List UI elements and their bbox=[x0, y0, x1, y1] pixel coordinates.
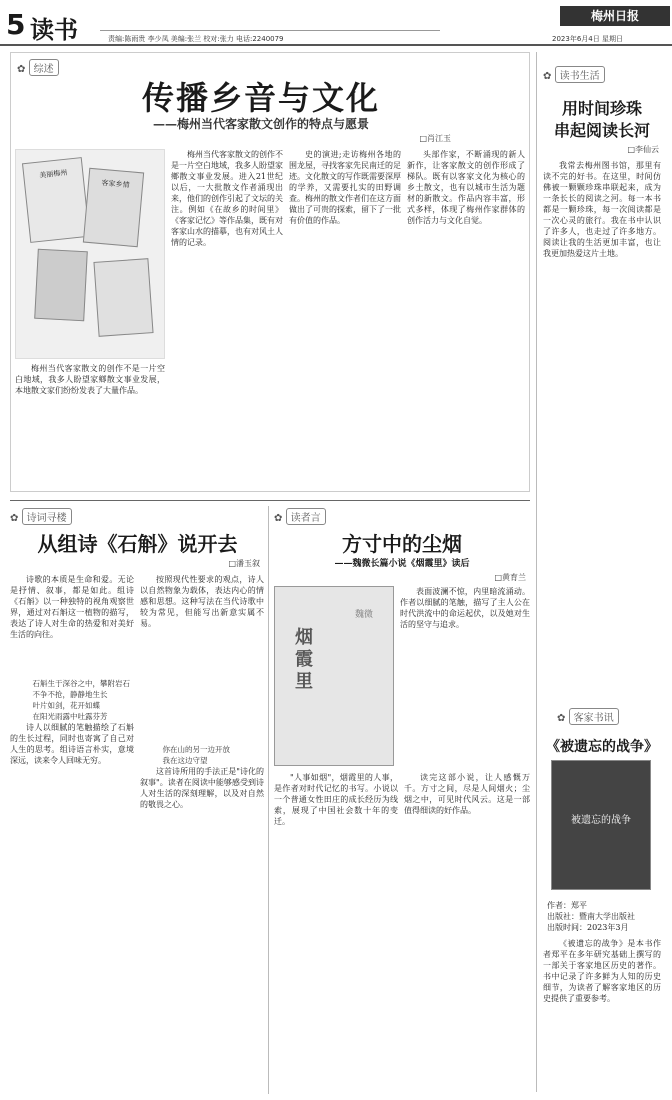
left-story bbox=[10, 506, 265, 1094]
right-title-line1: 用时间珍珠 bbox=[561, 99, 642, 118]
right-author: □李仙云 bbox=[627, 145, 659, 154]
left-story-author: □潘玉叙 bbox=[228, 559, 260, 568]
right-title-line2: 串起阅读长河 bbox=[553, 121, 650, 140]
poem-line: 不争不抢，静静地生长 bbox=[32, 690, 108, 699]
novel-cover bbox=[274, 586, 394, 766]
book-news-meta bbox=[547, 900, 635, 933]
editor-info: 责编:陈雨贵 李少凤 美编:张兰 校对:张力 电话:2240079 bbox=[108, 35, 284, 43]
mid-story bbox=[274, 506, 530, 1094]
section-divider bbox=[10, 500, 530, 501]
top-story-author: □肖江玉 bbox=[419, 134, 451, 143]
leaf-icon: ✿ bbox=[543, 71, 552, 82]
book-cover-1: 美丽梅州 bbox=[22, 157, 90, 243]
left-paragraph-3: 按照现代性要求的观点，诗人以自然物象为载体，表达内心的情感和思想。这种写法在当代诗歌中较为常见，但能写出新意实属不易。 bbox=[140, 575, 264, 628]
right-column-tag: ✿ 读书生活 bbox=[543, 66, 605, 83]
mid-story-author: □黄育兰 bbox=[494, 573, 526, 582]
mid-paragraph-2: "人事如烟"，烟霞里的人事，是作者对时代记忆的书写。小说以一个普通女性田庄的成长经历为线索，展现了中国社会数十年的变迁。 bbox=[274, 773, 398, 826]
book-news-date: 出版时间：2023年3月 bbox=[547, 923, 629, 932]
book-news-tag: ✿ 客家书讯 bbox=[557, 708, 619, 725]
mid-story-title: 方寸中的尘烟 bbox=[342, 532, 462, 556]
top-story-title: 传播乡音与文化 bbox=[141, 79, 380, 117]
leaf-icon: ✿ bbox=[557, 713, 566, 724]
book-cover-4 bbox=[93, 258, 153, 337]
right-column bbox=[536, 52, 666, 1092]
issue-date: 2023年6月4日 星期日 bbox=[552, 35, 623, 43]
left-paragraph-1: 诗歌的本质是生命和爱。无论是抒情、叙事，都是如此。组诗《石斛》以一种独特的视角观察世界，通过对石斛这一植物的描写，表达了诗人对生命的热爱和对美好生活的向往。 bbox=[10, 575, 134, 639]
book-photo bbox=[15, 149, 165, 359]
top-story-tag: ✿ 综述 bbox=[17, 59, 59, 76]
novel-cover-author: 魏微 bbox=[355, 610, 374, 620]
photo-caption: 梅州当代客家散文的创作不是一片空白地域，我多人盼望家鄉散文事业发展，本地散文家们纷纷发表了大量作品。 bbox=[15, 364, 165, 395]
left-story-title: 从组诗《石斛》说开去 bbox=[37, 532, 238, 556]
poem-line: 叶片如剑，花开如蝶 bbox=[32, 701, 100, 710]
poem-line: 我在这边守望 bbox=[162, 756, 208, 765]
mid-story-subtitle: ——魏微长篇小说《烟霞里》读后 bbox=[334, 559, 470, 569]
page-number: 5 bbox=[6, 8, 26, 41]
mid-paragraph-1: 表面波澜不惊，内里暗流涌动。作者以细腻的笔触，描写了主人公在时代洪流中的命运起伏，以及她对生活的坚守与追求。 bbox=[400, 587, 530, 629]
book-news-intro: 《被遗忘的战争》是本书作者郑平在多年研究基础上撰写的一部关于客家地区历史的著作。书中记录了许多鲜为人知的历史细节，为读者了解客家地区的历史提供了重要参考。 bbox=[543, 939, 661, 1003]
left-col-b bbox=[140, 574, 264, 1092]
column-divider bbox=[268, 506, 269, 1094]
poem-line: 石斛生于深谷之中，攀附岩石 bbox=[32, 679, 130, 688]
left-paragraph-4: 这首诗所用的手法正是"诗化的叙事"。读者在阅读中能够感受到诗人对生活的深刻理解，以及对自然的敬畏之心。 bbox=[140, 767, 264, 809]
book-cover-3 bbox=[34, 249, 88, 322]
poem-line: 你在山的另一边开放 bbox=[162, 745, 230, 754]
leaf-icon: ✿ bbox=[17, 64, 26, 75]
left-story-tag: ✿ 诗词寻楼 bbox=[10, 508, 72, 525]
newspaper-logo: 梅州日报 bbox=[560, 6, 670, 26]
mid-paragraph-3: 读完这部小说，让人感慨万千。方寸之间，尽是人间烟火；尘烟之中，可见时代风云。这是一部值得细读的好作品。 bbox=[404, 773, 530, 815]
left-col-a bbox=[10, 574, 134, 1092]
novel-cover-title: 烟霞里 bbox=[295, 627, 313, 692]
left-paragraph-2: 诗人以细腻的笔触描绘了石斛的生长过程，同时也寄寓了自己对人生的思考。组诗语言朴实，意境深远，读来令人回味无穷。 bbox=[10, 723, 134, 765]
book-news-cover: 被遗忘的战争 bbox=[551, 760, 651, 890]
poem-line: 在阳光雨露中吐露芬芳 bbox=[32, 712, 108, 721]
top-story-subtitle: ——梅州当代客家散文创作的特点与愿景 bbox=[152, 117, 369, 131]
book-news-author: 作者：郑平 bbox=[547, 901, 587, 910]
mid-story-tag: ✿ 读者言 bbox=[274, 508, 326, 525]
top-story-col-1: 梅州当代客家散文的创作不是一片空白地域，我多人盼望家鄉散文事业发展。进入21世纪以后，一大批散文作者涌现出来，他们的创作引起了文坛的关注。例如《在故乡的时间里》《客家记忆》等作品集，既有对客家山水的描摹，也有对风土人情的记录。 bbox=[171, 150, 283, 247]
top-story-col-2: 史的演进;走访梅州各地的围龙屋，寻找客家先民南迁的足迹。文化散文的写作既需要深厚的学养，又需要扎实的田野调查。梅州的散文作者们在这方面做出了可贵的探索，留下了一批有价值的作品。 bbox=[289, 150, 401, 225]
right-body: 我常去梅州图书馆，那里有读不完的好书。在这里，时间仿佛被一颗颗珍珠串联起来，成为一条长长的阅读之河。每一本书都是一颗珍珠，每一次阅读都是一次心灵的旅行。我在书中认识了许多人，也走过了许多地方。阅读让我的生活更加丰富，也让我更加热爱这片土地。 bbox=[543, 161, 661, 258]
book-news-title: 《被遗忘的战争》 bbox=[546, 739, 658, 755]
header-divider bbox=[100, 30, 440, 31]
book-news-publisher: 出版社：暨南大学出版社 bbox=[547, 912, 635, 921]
leaf-icon: ✿ bbox=[10, 513, 19, 524]
leaf-icon: ✿ bbox=[274, 513, 283, 524]
book-cover-2: 客家乡情 bbox=[83, 168, 144, 248]
section-title: 读书 bbox=[30, 16, 78, 44]
top-story bbox=[10, 52, 530, 492]
top-story-col-3: 头部作家，不断涌现的新人新作，让客家散文的创作形成了梯队。既有以客家文化为核心的乡土散文，也有以城市生活为题材的新散文。作品内容丰富，形式多样，体现了梅州作家群体的创作活力与文化自觉。 bbox=[407, 150, 525, 225]
